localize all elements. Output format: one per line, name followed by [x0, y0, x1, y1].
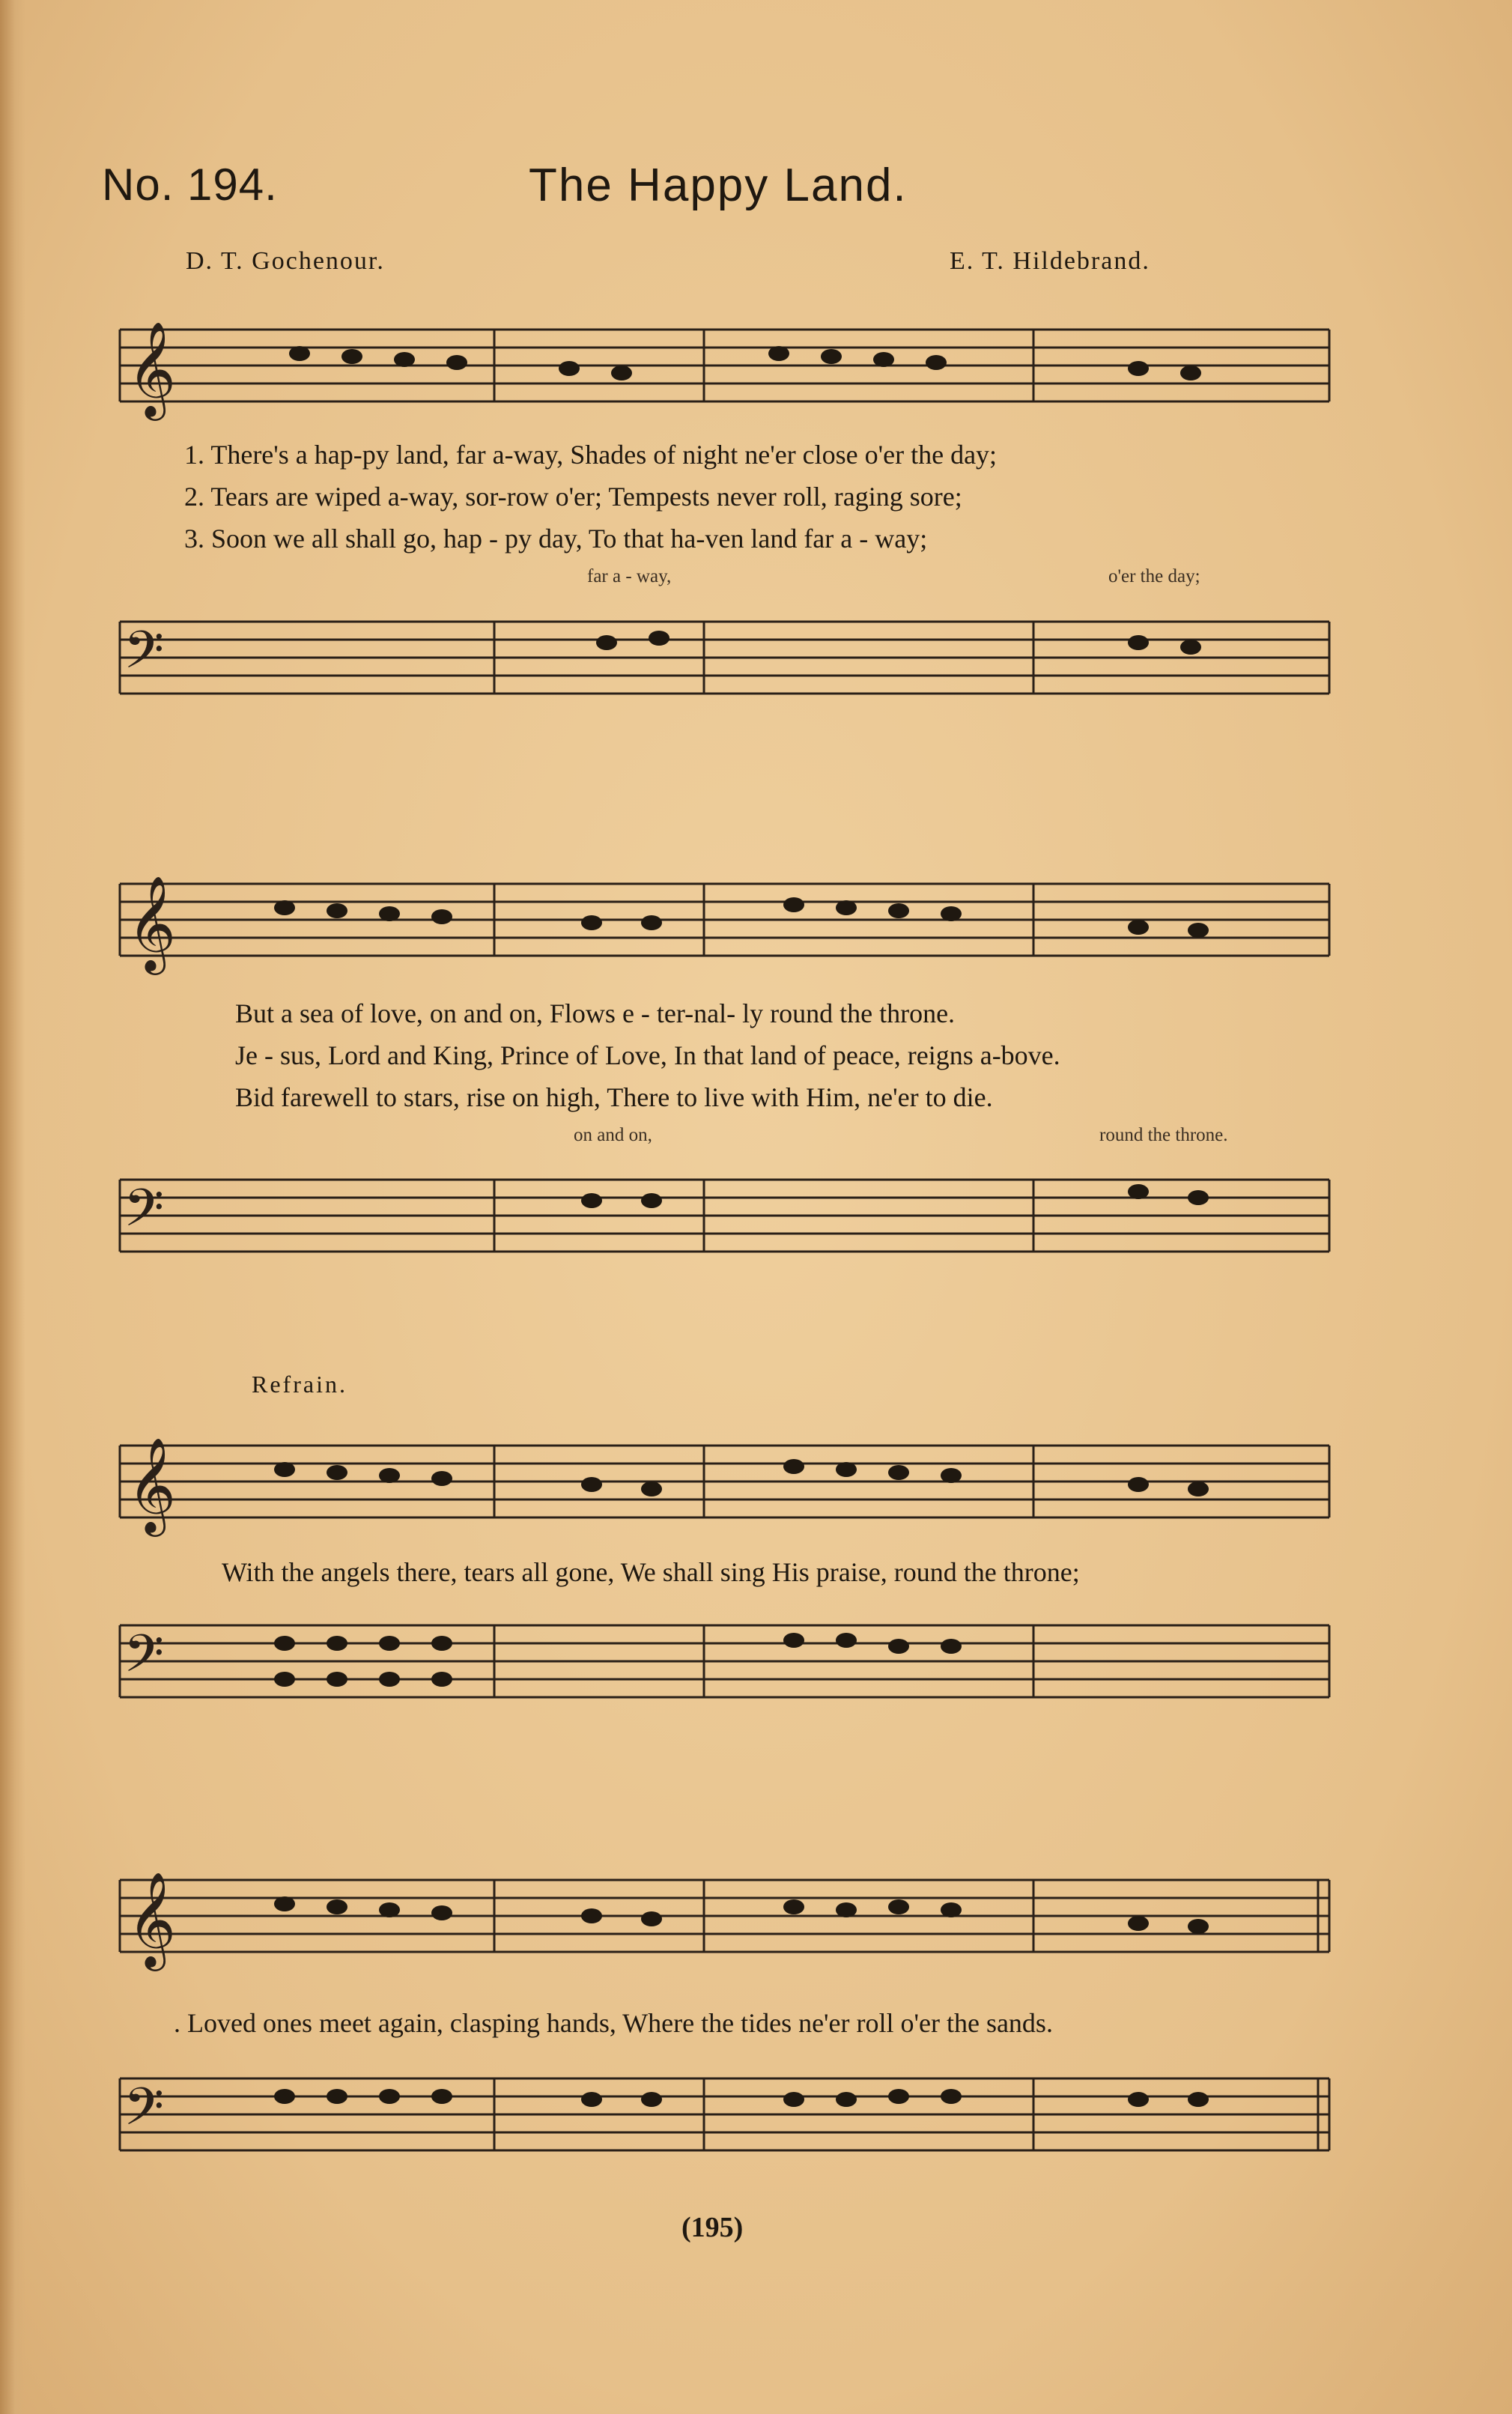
- bass-staff-refrain-1: [0, 1603, 1512, 1723]
- echo-right-1: o'er the day;: [1108, 566, 1200, 586]
- treble-staff-refrain-1: [0, 1423, 1512, 1543]
- echo-right-2: round the throne.: [1099, 1125, 1228, 1145]
- echo-left-1: far a - way,: [587, 566, 672, 586]
- treble-staff-system-1: [0, 307, 1512, 427]
- echo-left-2: on and on,: [574, 1125, 652, 1145]
- treble-staff-refrain-2: [0, 1857, 1512, 1977]
- svg-text:𝄢: 𝄢: [124, 1623, 165, 1696]
- verse-line-1-2: 2. Tears are wiped a-way, sor-row o'er; Tempests never roll, raging sore;: [184, 482, 962, 512]
- svg-text:𝄞: 𝄞: [127, 875, 177, 971]
- refrain-line-1: With the angels there, tears all gone, We shall sing His praise, round the throne;: [222, 1557, 1080, 1587]
- bass-staff-system-2: [0, 1157, 1512, 1277]
- verse-line-1-1: 1. There's a hap-py land, far a-way, Shades of night ne'er close o'er the day;: [184, 440, 998, 470]
- svg-text:𝄢: 𝄢: [124, 619, 165, 693]
- bass-staff-system-1: [0, 599, 1512, 719]
- svg-text:𝄢: 𝄢: [124, 2076, 165, 2150]
- page-number: (195): [681, 2212, 744, 2243]
- verse-line-2-2: Je - sus, Lord and King, Prince of Love, In that land of peace, reigns a-bove.: [235, 1040, 1060, 1070]
- treble-staff-system-2: [0, 861, 1512, 981]
- svg-text:𝄞: 𝄞: [127, 1437, 177, 1532]
- refrain-label: Refrain.: [252, 1371, 347, 1398]
- refrain-line-2: . Loved ones meet again, clasping hands, Where the tides ne'er roll o'er the sands.: [174, 2008, 1053, 2038]
- svg-text:𝄞: 𝄞: [127, 321, 177, 416]
- svg-text:𝄞: 𝄞: [127, 1871, 177, 1967]
- verse-line-2-1: But a sea of love, on and on, Flows e - ter-nal- ly round the throne.: [235, 998, 956, 1028]
- bass-staff-refrain-2: [0, 2056, 1512, 2176]
- svg-text:𝄢: 𝄢: [124, 1177, 165, 1251]
- verse-line-1-3: 3. Soon we all shall go, hap - py day, To that ha-ven land far a - way;: [184, 524, 928, 554]
- author-credit: D. T. Gochenour.: [186, 247, 385, 275]
- verse-line-2-3: Bid farewell to stars, rise on high, There to live with Him, ne'er to die.: [235, 1082, 993, 1112]
- hymn-title: The Happy Land.: [529, 160, 908, 211]
- hymn-number: No. 194.: [102, 160, 278, 210]
- composer-credit: E. T. Hildebrand.: [950, 247, 1150, 275]
